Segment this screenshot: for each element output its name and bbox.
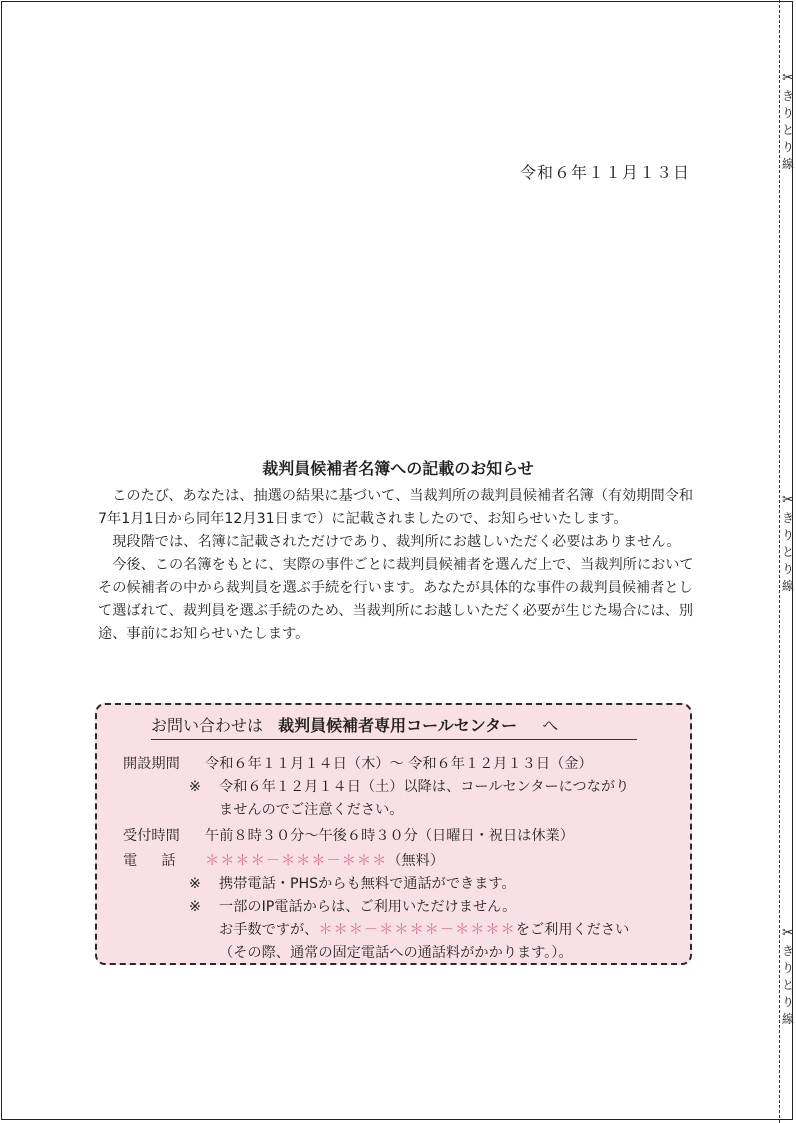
cut-mark-middle	[782, 492, 796, 595]
period-row	[123, 753, 593, 773]
phone-note-2-text: 一部のIP電話からは、ご利用いただけません。	[219, 899, 517, 915]
cut-mark-char: り	[782, 562, 795, 576]
scissors-icon: ✂	[782, 70, 794, 86]
call-center-name: 裁判員候補者専用コールセンター	[278, 716, 518, 735]
body-paragraph-2: 現段階では、名簿に記載されただけであり、裁判所にお越しいただく必要はありません。	[112, 534, 681, 550]
body-paragraph-1: このたび、あなたは、抽選の結果に基づいて、当裁判所の裁判員候補者名簿（有効期間令和7年1月1日から同年12月31日まで）に記載されましたので、お知らせいたします。	[98, 488, 694, 527]
cut-mark-char: 線	[782, 579, 795, 593]
note-mark: ※	[189, 899, 201, 915]
cut-mark-char: と	[782, 123, 795, 137]
scissors-icon: ✂	[782, 492, 794, 508]
alt-phone-number[interactable]: ＊＊＊－＊＊＊＊－＊＊＊＊	[318, 922, 516, 938]
cut-mark-bottom	[782, 925, 796, 1028]
cut-line	[779, 0, 780, 1123]
cut-mark-char: 線	[782, 1012, 795, 1026]
period-note	[189, 776, 629, 796]
period-label: 開設期間	[123, 756, 180, 772]
phone-note-1-text: 携帯電話・PHSからも無料で通話ができます。	[219, 876, 516, 892]
cut-mark-char: き	[782, 89, 795, 103]
heading-suffix: へ	[542, 716, 559, 735]
notice-date: 令和６年１１月１３日	[519, 163, 690, 182]
alt-prefix: お手数ですが、	[219, 922, 319, 938]
call-center-box	[95, 703, 692, 965]
phone-note-2	[189, 896, 516, 916]
period-value: 令和６年１１月１４日（木）～ 令和６年１２月１３日（金）	[205, 756, 593, 772]
note-mark: ※	[189, 779, 201, 795]
hours-label: 受付時間	[123, 828, 180, 844]
phone-note-1	[189, 873, 516, 893]
cut-mark-top	[782, 70, 796, 173]
phone-number[interactable]: ＊＊＊＊－＊＊＊－＊＊＊	[205, 853, 388, 869]
cut-mark-char: り	[782, 140, 795, 154]
alt-note: （その際、通常の固定電話への通話料がかかります。）。	[219, 945, 573, 961]
phone-label: 電話	[123, 853, 200, 869]
hours-value: 午前８時３０分～午後６時３０分（日曜日・祝日は休業）	[205, 828, 574, 844]
notice-title: 裁判員候補者名簿への記載のお知らせ	[262, 459, 534, 478]
phone-row	[123, 850, 444, 870]
cut-mark-char: り	[782, 528, 795, 542]
cut-mark-char: き	[782, 944, 795, 958]
cut-mark-char: り	[782, 961, 795, 975]
note-mark: ※	[189, 876, 201, 892]
cut-mark-char: と	[782, 978, 795, 992]
period-note-line-1: 令和６年１２月１４日（土）以降は、コールセンターにつながり	[219, 779, 630, 795]
phone-free: （無料）	[387, 853, 445, 869]
notice-body	[98, 485, 694, 646]
hours-row	[123, 825, 574, 845]
cut-mark-char: と	[782, 545, 795, 559]
period-note-line-2: ませんのでご注意ください。	[219, 802, 404, 818]
call-center-heading	[151, 713, 637, 740]
alt-number-line	[219, 919, 629, 939]
alt-suffix: をご利用ください	[515, 922, 630, 938]
scissors-icon: ✂	[782, 925, 794, 941]
heading-prefix: お問い合わせは	[151, 716, 264, 735]
cut-mark-char: り	[782, 106, 795, 120]
cut-mark-char: き	[782, 511, 795, 525]
cut-mark-char: 線	[782, 157, 795, 171]
body-paragraph-3: 今後、この名簿をもとに、実際の事件ごとに裁判員候補者を選んだ上で、当裁判所においてその候補者の中から裁判員を選ぶ手続を行います。あなたが具体的な事件の裁判員候補者として選ばれて、裁判員を選ぶ手続のため、当裁判所にお越しいただく必要が生じた場合には、別途、事前にお知らせいたします。	[98, 557, 694, 642]
cut-mark-char: り	[782, 995, 795, 1009]
